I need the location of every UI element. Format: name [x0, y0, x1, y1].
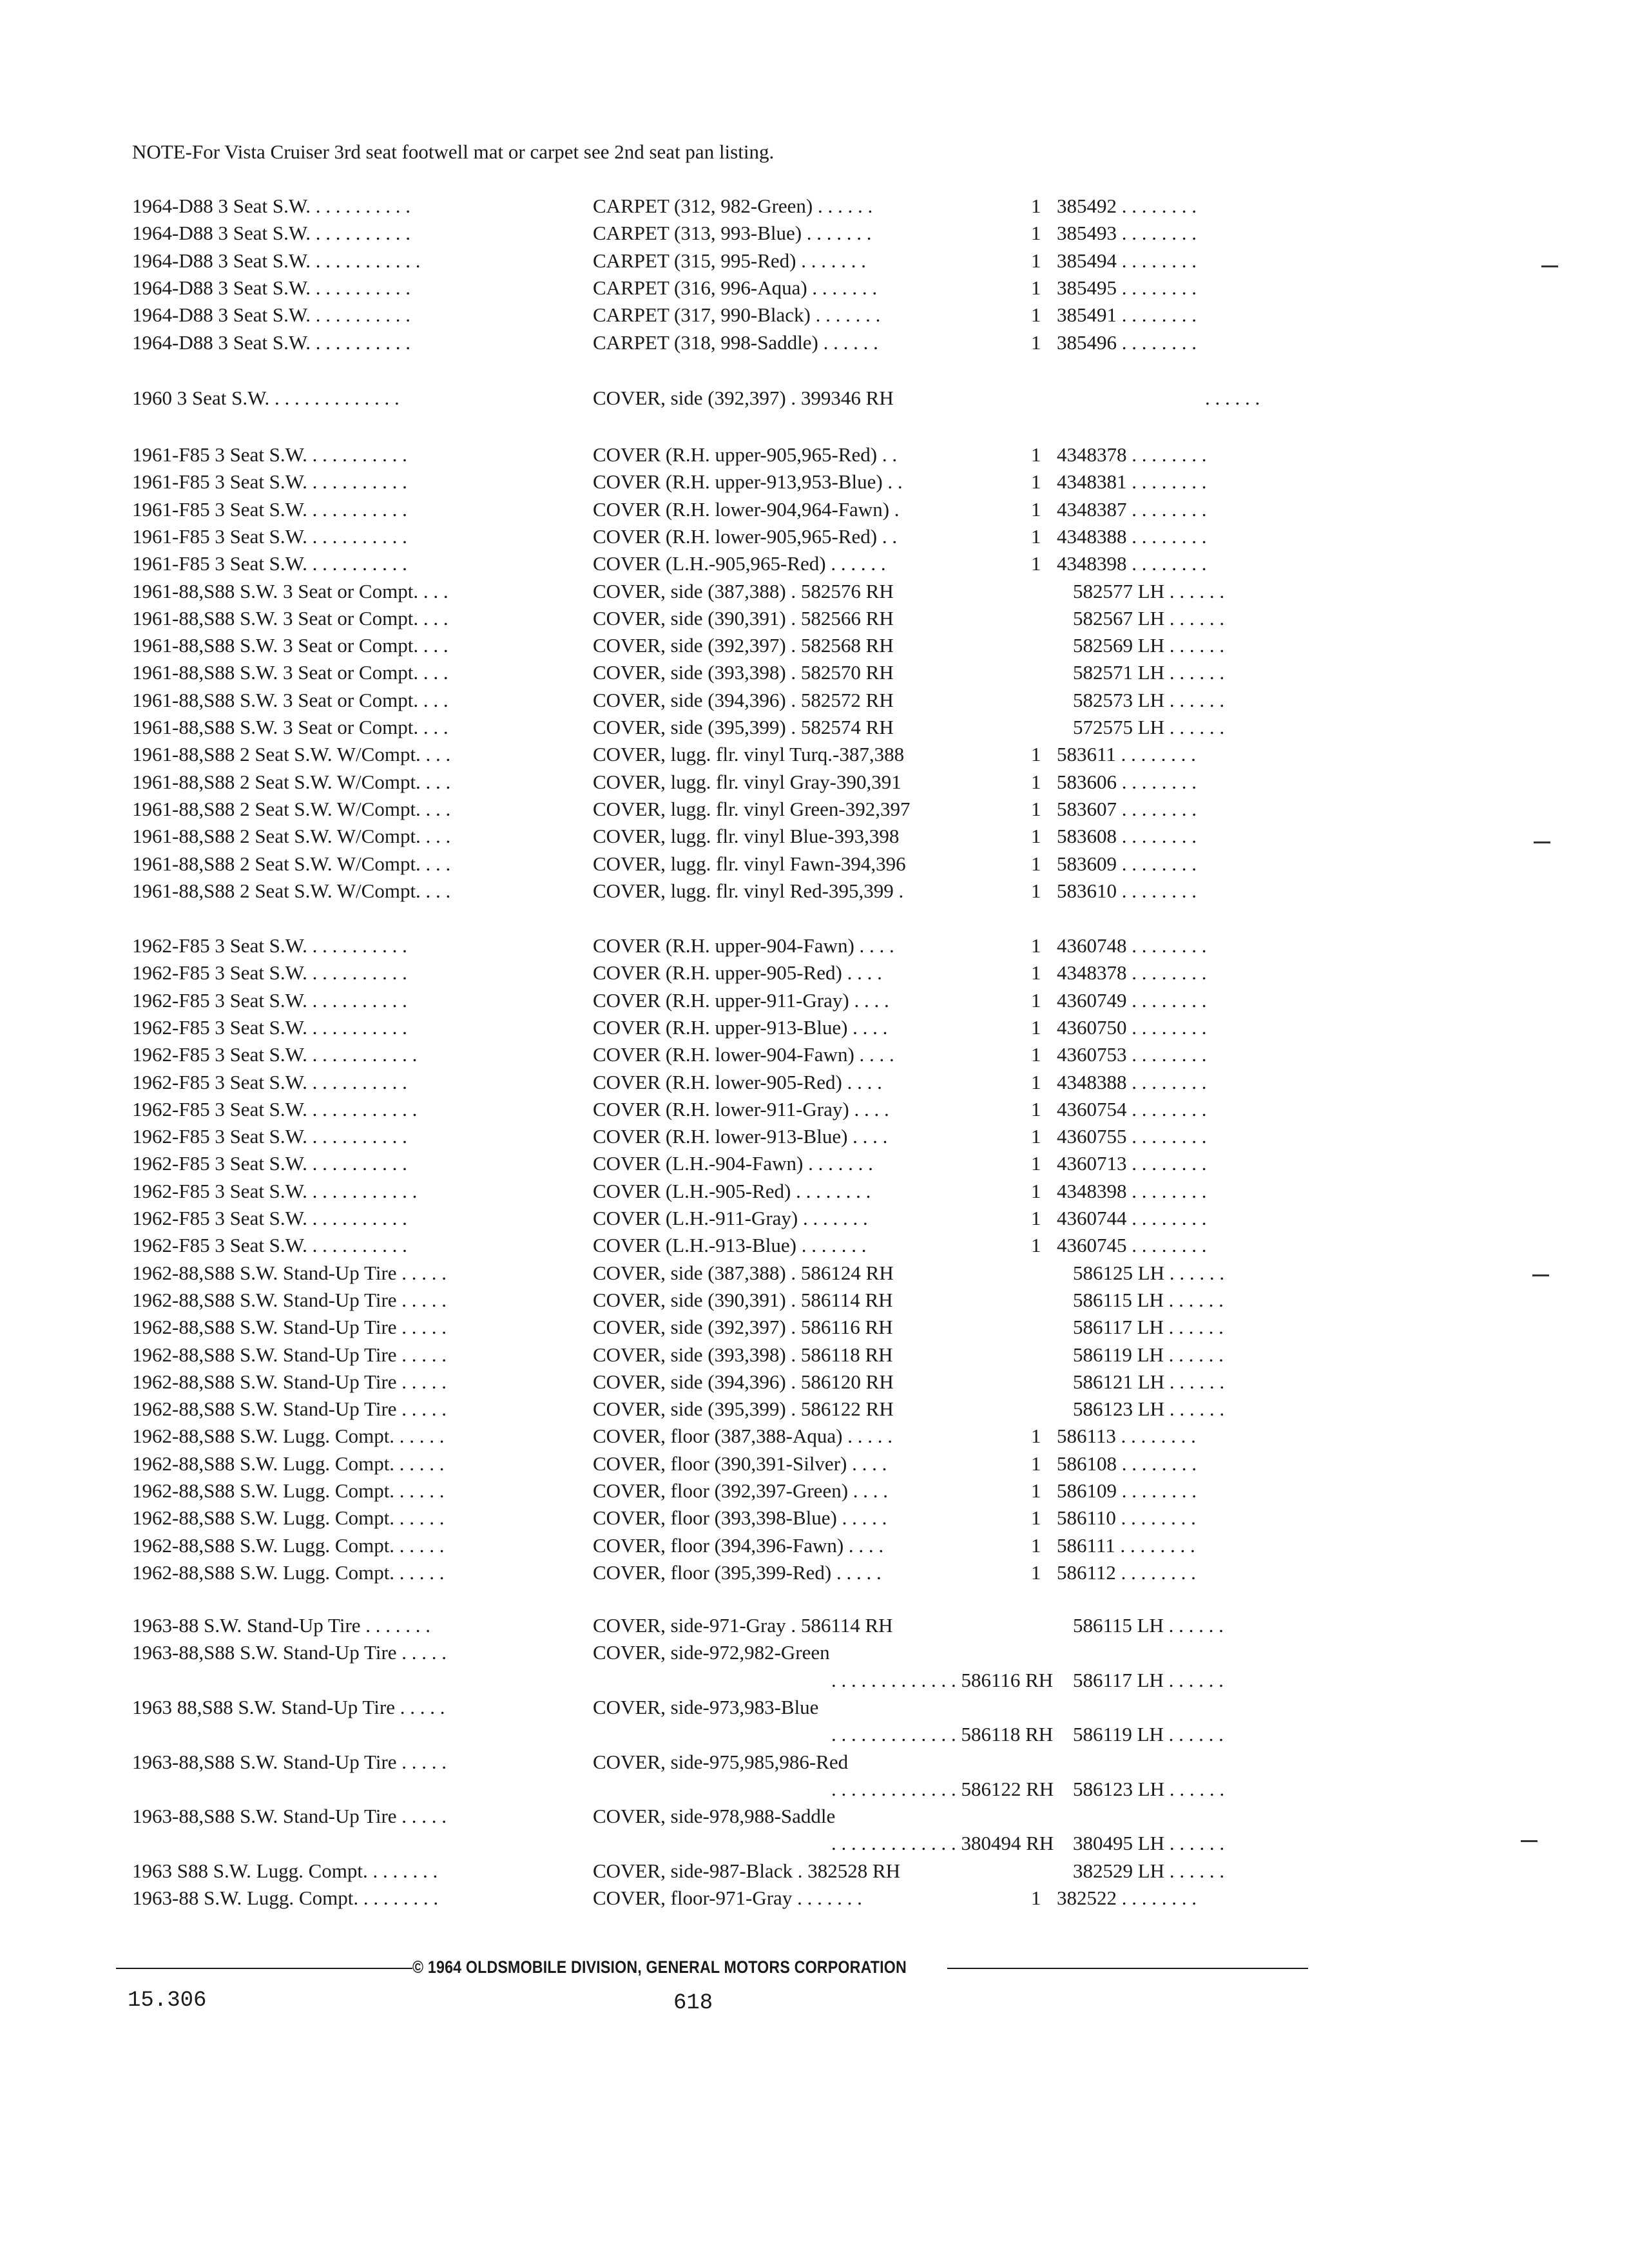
- description-cell: COVER (R.H. upper-904-Fawn) . . . .: [593, 934, 894, 957]
- model-cell: 1962-F85 3 Seat S.W. . . . . . . . . . .: [132, 1125, 407, 1148]
- model-cell: 1961-88,S88 2 Seat S.W. W/Compt. . . .: [132, 743, 451, 766]
- part-number-cell: . . . . . . . . . . . . . 380494 RH: [831, 1832, 1054, 1855]
- description-cell: COVER (L.H.-905,965-Red) . . . . . .: [593, 552, 886, 575]
- part-number-cell: . . . . . . . . . . . . . 586116 RH: [831, 1668, 1054, 1691]
- part-number-cell: 4348378 . . . . . . . .: [1057, 961, 1207, 985]
- quantity-cell: 1: [1031, 1070, 1041, 1093]
- margin-mark: [1532, 1274, 1549, 1276]
- part-number-cell: 4360754 . . . . . . . .: [1057, 1097, 1207, 1120]
- description-cell: COVER (R.H. lower-911-Gray) . . . .: [593, 1097, 889, 1120]
- model-cell: 1962-F85 3 Seat S.W. . . . . . . . . . .: [132, 1234, 407, 1257]
- description-cell: COVER (R.H. lower-913-Blue) . . . .: [593, 1125, 888, 1148]
- quantity-cell: 1: [1031, 1043, 1041, 1066]
- model-cell: 1962-F85 3 Seat S.W. . . . . . . . . . .: [132, 1015, 407, 1039]
- description-cell: COVER (R.H. upper-913-Blue) . . . .: [593, 1015, 888, 1039]
- part-number-cell: 583606 . . . . . . . .: [1057, 770, 1197, 793]
- margin-mark: [1521, 1840, 1537, 1842]
- footer-copyright: © 1964 OLDSMOBILE DIVISION, GENERAL MOTORS CORPORATION: [412, 1957, 907, 1977]
- description-cell: COVER, side (392,397) . 586116 RH: [593, 1316, 893, 1339]
- part-number-cell: 4360744 . . . . . . . .: [1057, 1207, 1207, 1229]
- quantity-cell: 1: [1031, 1179, 1041, 1202]
- leader-cell: . . . . . .: [1205, 387, 1260, 409]
- quantity-cell: 1: [1031, 879, 1041, 902]
- description-cell: COVER (R.H. lower-905,965-Red) . .: [593, 524, 898, 548]
- quantity-cell: 1: [1031, 1097, 1041, 1120]
- quantity-cell: 1: [1031, 552, 1041, 575]
- description-cell: COVER (L.H.-911-Gray) . . . . . . .: [593, 1207, 868, 1229]
- description-cell: COVER, floor (395,399-Red) . . . . .: [593, 1561, 882, 1584]
- description-cell: CARPET (317, 990-Black) . . . . . . .: [593, 303, 881, 327]
- description-cell: COVER, lugg. flr. vinyl Green-392,397: [593, 797, 911, 820]
- model-cell: 1961-88,S88 2 Seat S.W. W/Compt. . . .: [132, 797, 451, 820]
- quantity-cell: 1: [1031, 303, 1041, 327]
- model-cell: 1963 88,S88 S.W. Stand-Up Tire . . . . .: [132, 1695, 445, 1718]
- margin-mark: [1541, 265, 1558, 267]
- quantity-cell: 1: [1031, 470, 1041, 494]
- footer-rule-right: [947, 1968, 1308, 1969]
- model-cell: 1962-88,S88 S.W. Lugg. Compt. . . . . .: [132, 1561, 445, 1584]
- model-cell: 1962-F85 3 Seat S.W. . . . . . . . . . .: [132, 988, 407, 1012]
- lh-part-cell: 586117 LH . . . . . .: [1073, 1668, 1224, 1691]
- part-number-cell: 385494 . . . . . . . .: [1057, 249, 1197, 272]
- description-cell: COVER (R.H. upper-913,953-Blue) . .: [593, 470, 903, 494]
- quantity-cell: 1: [1031, 497, 1041, 521]
- model-cell: 1962-F85 3 Seat S.W. . . . . . . . . . .: [132, 1207, 407, 1229]
- model-cell: 1962-88,S88 S.W. Lugg. Compt. . . . . .: [132, 1452, 445, 1475]
- quantity-cell: 1: [1031, 988, 1041, 1012]
- description-cell: COVER (R.H. upper-911-Gray) . . . .: [593, 988, 889, 1012]
- model-cell: 1962-88,S88 S.W. Lugg. Compt. . . . . .: [132, 1425, 445, 1448]
- description-cell: COVER (L.H.-905-Red) . . . . . . . .: [593, 1179, 871, 1202]
- quantity-cell: 1: [1031, 222, 1041, 245]
- quantity-cell: 1: [1031, 249, 1041, 272]
- description-cell: COVER, lugg. flr. vinyl Blue-393,398: [593, 825, 900, 848]
- margin-mark: [1534, 841, 1550, 843]
- description-cell: COVER, side-973,983-Blue: [593, 1695, 819, 1718]
- description-cell: COVER, side (394,396) . 582572 RH: [593, 688, 894, 711]
- model-cell: 1961-88,S88 2 Seat S.W. W/Compt. . . .: [132, 879, 451, 902]
- lh-part-cell: 586123 LH . . . . . .: [1073, 1398, 1225, 1421]
- description-cell: COVER (R.H. lower-905-Red) . . . .: [593, 1070, 882, 1093]
- description-cell: COVER, floor (387,388-Aqua) . . . . .: [593, 1425, 892, 1448]
- part-number-cell: 586111 . . . . . . . .: [1057, 1533, 1195, 1557]
- lh-part-cell: 586115 LH . . . . . .: [1073, 1614, 1224, 1637]
- model-cell: 1964-D88 3 Seat S.W. . . . . . . . . . .: [132, 303, 410, 327]
- description-cell: CARPET (313, 993-Blue) . . . . . . .: [593, 222, 872, 245]
- description-cell: COVER, side (390,391) . 582566 RH: [593, 606, 894, 629]
- part-number-cell: 4348388 . . . . . . . .: [1057, 524, 1207, 548]
- part-number-cell: 586113 . . . . . . . .: [1057, 1425, 1196, 1448]
- quantity-cell: 1: [1031, 1561, 1041, 1584]
- model-cell: 1964-D88 3 Seat S.W. . . . . . . . . . .: [132, 195, 410, 217]
- part-number-cell: 4360748 . . . . . . . .: [1057, 934, 1207, 957]
- quantity-cell: 1: [1031, 1152, 1041, 1175]
- model-cell: 1962-88,S88 S.W. Stand-Up Tire . . . . .: [132, 1343, 447, 1366]
- part-number-cell: 4360749 . . . . . . . .: [1057, 988, 1207, 1012]
- footer-rule-left: [116, 1968, 412, 1969]
- lh-part-cell: 582571 LH . . . . . .: [1073, 661, 1225, 684]
- model-cell: 1962-F85 3 Seat S.W. . . . . . . . . . .: [132, 934, 407, 957]
- part-number-cell: 4360713 . . . . . . . .: [1057, 1152, 1207, 1175]
- model-cell: 1962-88,S88 S.W. Lugg. Compt. . . . . .: [132, 1533, 445, 1557]
- model-cell: 1961-88,S88 2 Seat S.W. W/Compt. . . .: [132, 770, 451, 793]
- description-cell: COVER (R.H. upper-905,965-Red) . .: [593, 443, 898, 466]
- part-number-cell: 583608 . . . . . . . .: [1057, 825, 1197, 848]
- part-number-cell: . . . . . . . . . . . . . 586122 RH: [831, 1777, 1054, 1800]
- part-number-cell: 385496 . . . . . . . .: [1057, 331, 1197, 354]
- description-cell: COVER, side (394,396) . 586120 RH: [593, 1370, 894, 1393]
- lh-part-cell: 586117 LH . . . . . .: [1073, 1316, 1224, 1339]
- model-cell: 1964-D88 3 Seat S.W. . . . . . . . . . .: [132, 331, 410, 354]
- model-cell: 1962-88,S88 S.W. Stand-Up Tire . . . . .: [132, 1316, 447, 1339]
- quantity-cell: 1: [1031, 1533, 1041, 1557]
- description-cell: COVER, floor-971-Gray . . . . . . .: [593, 1887, 862, 1909]
- model-cell: 1961-88,S88 S.W. 3 Seat or Compt. . . .: [132, 716, 448, 738]
- part-number-cell: 583610 . . . . . . . .: [1057, 879, 1197, 902]
- part-number-cell: 4360745 . . . . . . . .: [1057, 1234, 1207, 1257]
- part-number-cell: 385491 . . . . . . . .: [1057, 303, 1197, 327]
- part-number-cell: 583611 . . . . . . . .: [1057, 743, 1196, 766]
- lh-part-cell: 582569 LH . . . . . .: [1073, 634, 1225, 657]
- quantity-cell: 1: [1031, 1506, 1041, 1530]
- model-cell: 1963-88 S.W. Stand-Up Tire . . . . . . .: [132, 1614, 431, 1637]
- model-cell: 1962-F85 3 Seat S.W. . . . . . . . . . .: [132, 1070, 407, 1093]
- lh-part-cell: 586125 LH . . . . . .: [1073, 1261, 1225, 1284]
- quantity-cell: 1: [1031, 1887, 1041, 1909]
- model-cell: 1962-88,S88 S.W. Stand-Up Tire . . . . .: [132, 1398, 447, 1421]
- model-cell: 1962-F85 3 Seat S.W. . . . . . . . . . . .: [132, 1097, 418, 1120]
- description-cell: COVER, lugg. flr. vinyl Turq.-387,388: [593, 743, 905, 766]
- lh-part-cell: 586115 LH . . . . . .: [1073, 1288, 1224, 1311]
- model-cell: 1961-88,S88 2 Seat S.W. W/Compt. . . .: [132, 825, 451, 848]
- model-cell: 1962-F85 3 Seat S.W. . . . . . . . . . . .: [132, 1043, 418, 1066]
- part-number-cell: 4348388 . . . . . . . .: [1057, 1070, 1207, 1093]
- quantity-cell: 1: [1031, 1479, 1041, 1502]
- part-number-cell: 4348387 . . . . . . . .: [1057, 497, 1207, 521]
- part-number-cell: 583609 . . . . . . . .: [1057, 852, 1197, 875]
- description-cell: COVER, side (395,399) . 582574 RH: [593, 716, 894, 738]
- part-number-cell: 586112 . . . . . . . .: [1057, 1561, 1196, 1584]
- model-cell: 1962-88,S88 S.W. Stand-Up Tire . . . . .: [132, 1370, 447, 1393]
- quantity-cell: 1: [1031, 934, 1041, 957]
- model-cell: 1964-D88 3 Seat S.W. . . . . . . . . . .: [132, 276, 410, 299]
- model-cell: 1961-88,S88 2 Seat S.W. W/Compt. . . .: [132, 852, 451, 875]
- quantity-cell: 1: [1031, 1234, 1041, 1257]
- description-cell: COVER, lugg. flr. vinyl Gray-390,391: [593, 770, 901, 793]
- model-cell: 1961-F85 3 Seat S.W. . . . . . . . . . .: [132, 470, 407, 494]
- quantity-cell: 1: [1031, 852, 1041, 875]
- model-cell: 1962-88,S88 S.W. Lugg. Compt. . . . . .: [132, 1479, 445, 1502]
- part-number-cell: 583607 . . . . . . . .: [1057, 797, 1197, 820]
- part-number-cell: 586108 . . . . . . . .: [1057, 1452, 1197, 1475]
- model-cell: 1962-88,S88 S.W. Stand-Up Tire . . . . .: [132, 1288, 447, 1311]
- quantity-cell: 1: [1031, 1207, 1041, 1229]
- lh-part-cell: 586123 LH . . . . . .: [1073, 1777, 1225, 1800]
- description-cell: COVER, floor (393,398-Blue) . . . . .: [593, 1506, 887, 1530]
- description-cell: CARPET (312, 982-Green) . . . . . .: [593, 195, 873, 217]
- model-cell: 1963-88,S88 S.W. Stand-Up Tire . . . . .: [132, 1805, 447, 1828]
- part-number-cell: 385493 . . . . . . . .: [1057, 222, 1197, 245]
- part-number-cell: 586109 . . . . . . . .: [1057, 1479, 1197, 1502]
- quantity-cell: 1: [1031, 770, 1041, 793]
- lh-part-cell: 582577 LH . . . . . .: [1073, 579, 1225, 602]
- description-cell: COVER, floor (392,397-Green) . . . .: [593, 1479, 889, 1502]
- description-cell: COVER, side (393,398) . 586118 RH: [593, 1343, 893, 1366]
- description-cell: COVER, side-978,988-Saddle: [593, 1805, 836, 1828]
- model-cell: 1963-88,S88 S.W. Stand-Up Tire . . . . .: [132, 1641, 447, 1664]
- description-cell: COVER, lugg. flr. vinyl Fawn-394,396: [593, 852, 906, 875]
- description-cell: COVER, side (393,398) . 582570 RH: [593, 661, 894, 684]
- description-cell: COVER, side (387,388) . 586124 RH: [593, 1261, 894, 1284]
- note-text: NOTE-For Vista Cruiser 3rd seat footwell mat or carpet see 2nd seat pan listing.: [132, 140, 775, 163]
- model-cell: 1962-F85 3 Seat S.W. . . . . . . . . . .: [132, 1152, 407, 1175]
- description-cell: COVER (R.H. lower-904,964-Fawn) .: [593, 497, 900, 521]
- quantity-cell: 1: [1031, 524, 1041, 548]
- quantity-cell: 1: [1031, 797, 1041, 820]
- lh-part-cell: 380495 LH . . . . . .: [1073, 1832, 1225, 1855]
- lh-part-cell: 572575 LH . . . . . .: [1073, 716, 1225, 738]
- part-number-cell: 4360750 . . . . . . . .: [1057, 1015, 1207, 1039]
- lh-part-cell: 382529 LH . . . . . .: [1073, 1859, 1225, 1882]
- part-number-cell: 382522 . . . . . . . .: [1057, 1887, 1197, 1909]
- model-cell: 1963 S88 S.W. Lugg. Compt. . . . . . . .: [132, 1859, 438, 1882]
- part-number-cell: 4360755 . . . . . . . .: [1057, 1125, 1207, 1148]
- part-number-cell: 385495 . . . . . . . .: [1057, 276, 1197, 299]
- quantity-cell: 1: [1031, 1452, 1041, 1475]
- description-cell: COVER, side-987-Black . 382528 RH: [593, 1859, 901, 1882]
- description-cell: COVER, side (392,397) . 582568 RH: [593, 634, 894, 657]
- quantity-cell: 1: [1031, 743, 1041, 766]
- model-cell: 1963-88,S88 S.W. Stand-Up Tire . . . . .: [132, 1750, 447, 1773]
- part-number-cell: 4348381 . . . . . . . .: [1057, 470, 1207, 494]
- page-id: 15.306: [128, 1988, 207, 2013]
- description-cell: COVER, side (387,388) . 582576 RH: [593, 579, 894, 602]
- part-number-cell: 385492 . . . . . . . .: [1057, 195, 1197, 217]
- description-cell: COVER, side-971-Gray . 586114 RH: [593, 1614, 893, 1637]
- description-cell: COVER (R.H. upper-905-Red) . . . .: [593, 961, 882, 985]
- quantity-cell: 1: [1031, 1125, 1041, 1148]
- quantity-cell: 1: [1031, 443, 1041, 466]
- description-cell: COVER, side (392,397) . 399346 RH: [593, 387, 894, 409]
- quantity-cell: 1: [1031, 961, 1041, 985]
- lh-part-cell: 586119 LH . . . . . .: [1073, 1723, 1224, 1746]
- page-number: 618: [673, 1991, 713, 2015]
- part-number-cell: 4348378 . . . . . . . .: [1057, 443, 1207, 466]
- part-number-cell: 4360753 . . . . . . . .: [1057, 1043, 1207, 1066]
- model-cell: 1962-F85 3 Seat S.W. . . . . . . . . . . .: [132, 1179, 418, 1202]
- description-cell: COVER, side-972,982-Green: [593, 1641, 830, 1664]
- lh-part-cell: 586121 LH . . . . . .: [1073, 1370, 1225, 1393]
- description-cell: COVER, lugg. flr. vinyl Red-395,399 .: [593, 879, 904, 902]
- model-cell: 1962-88,S88 S.W. Stand-Up Tire . . . . .: [132, 1261, 447, 1284]
- description-cell: CARPET (318, 998-Saddle) . . . . . .: [593, 331, 878, 354]
- model-cell: 1962-F85 3 Seat S.W. . . . . . . . . . .: [132, 961, 407, 985]
- quantity-cell: 1: [1031, 195, 1041, 217]
- quantity-cell: 1: [1031, 1425, 1041, 1448]
- description-cell: COVER, side-975,985,986-Red: [593, 1750, 849, 1773]
- model-cell: 1964-D88 3 Seat S.W. . . . . . . . . . .: [132, 222, 410, 245]
- model-cell: 1961-F85 3 Seat S.W. . . . . . . . . . .: [132, 443, 407, 466]
- quantity-cell: 1: [1031, 276, 1041, 299]
- description-cell: CARPET (316, 996-Aqua) . . . . . . .: [593, 276, 878, 299]
- description-cell: CARPET (315, 995-Red) . . . . . . .: [593, 249, 866, 272]
- model-cell: 1961-88,S88 S.W. 3 Seat or Compt. . . .: [132, 634, 448, 657]
- description-cell: COVER (R.H. lower-904-Fawn) . . . .: [593, 1043, 894, 1066]
- model-cell: 1961-88,S88 S.W. 3 Seat or Compt. . . .: [132, 688, 448, 711]
- model-cell: 1961-88,S88 S.W. 3 Seat or Compt. . . .: [132, 661, 448, 684]
- part-number-cell: 4348398 . . . . . . . .: [1057, 1179, 1207, 1202]
- model-cell: 1964-D88 3 Seat S.W. . . . . . . . . . . .: [132, 249, 421, 272]
- part-number-cell: . . . . . . . . . . . . . 586118 RH: [831, 1723, 1054, 1746]
- lh-part-cell: 582573 LH . . . . . .: [1073, 688, 1225, 711]
- part-number-cell: 586110 . . . . . . . .: [1057, 1506, 1196, 1530]
- model-cell: 1961-88,S88 S.W. 3 Seat or Compt. . . .: [132, 579, 448, 602]
- model-cell: 1961-F85 3 Seat S.W. . . . . . . . . . .: [132, 497, 407, 521]
- description-cell: COVER, floor (390,391-Silver) . . . .: [593, 1452, 887, 1475]
- description-cell: COVER, side (395,399) . 586122 RH: [593, 1398, 894, 1421]
- model-cell: 1961-F85 3 Seat S.W. . . . . . . . . . .: [132, 524, 407, 548]
- model-cell: 1963-88 S.W. Lugg. Compt. . . . . . . . .: [132, 1887, 439, 1909]
- model-cell: 1961-F85 3 Seat S.W. . . . . . . . . . .: [132, 552, 407, 575]
- lh-part-cell: 586119 LH . . . . . .: [1073, 1343, 1224, 1366]
- model-cell: 1962-88,S88 S.W. Lugg. Compt. . . . . .: [132, 1506, 445, 1530]
- description-cell: COVER, side (390,391) . 586114 RH: [593, 1288, 893, 1311]
- quantity-cell: 1: [1031, 1015, 1041, 1039]
- model-cell: 1961-88,S88 S.W. 3 Seat or Compt. . . .: [132, 606, 448, 629]
- part-number-cell: 4348398 . . . . . . . .: [1057, 552, 1207, 575]
- quantity-cell: 1: [1031, 825, 1041, 848]
- quantity-cell: 1: [1031, 331, 1041, 354]
- description-cell: COVER, floor (394,396-Fawn) . . . .: [593, 1533, 884, 1557]
- description-cell: COVER (L.H.-913-Blue) . . . . . . .: [593, 1234, 867, 1257]
- description-cell: COVER (L.H.-904-Fawn) . . . . . . .: [593, 1152, 873, 1175]
- model-cell: 1960 3 Seat S.W. . . . . . . . . . . . . .: [132, 387, 400, 409]
- lh-part-cell: 582567 LH . . . . . .: [1073, 606, 1225, 629]
